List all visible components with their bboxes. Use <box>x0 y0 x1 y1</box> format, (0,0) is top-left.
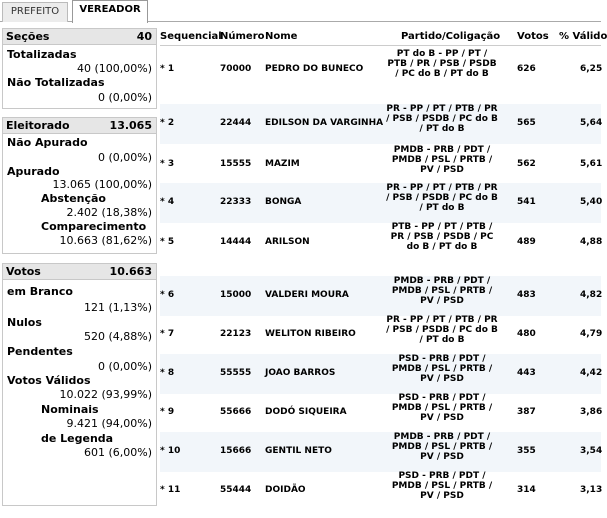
row-nome: GENTIL NETO <box>265 446 332 456</box>
apurado-value: 13.065 (100,00%) <box>52 178 152 191</box>
row-nome: VALDERI MOURA <box>265 290 349 300</box>
row-pct: 4,42 <box>580 368 603 378</box>
row-pct: 5,40 <box>580 197 603 207</box>
row-seq: * 3 <box>160 159 175 169</box>
legenda-label: de Legenda <box>41 432 114 445</box>
row-votos: 541 <box>517 197 536 207</box>
office-tabs <box>0 0 601 22</box>
row-votos: 562 <box>517 159 536 169</box>
eleitorado-title: Eleitorado <box>6 119 70 132</box>
row-numero: 15555 <box>220 159 252 169</box>
comparecimento-label: Comparecimento <box>41 220 147 233</box>
nao-totalizadas-value: 0 (0,00%) <box>97 91 152 104</box>
row-votos: 565 <box>517 118 536 128</box>
row-votos: 489 <box>517 237 536 247</box>
nao-apurado-value: 0 (0,00%) <box>97 151 152 164</box>
row-nome: MAZIM <box>265 159 300 169</box>
branco-label: em Branco <box>7 285 73 298</box>
nominais-label: Nominais <box>41 403 99 416</box>
row-numero: 70000 <box>220 64 252 74</box>
row-seq: * 10 <box>160 446 181 456</box>
row-pct: 3,86 <box>580 407 603 417</box>
table-row <box>160 222 601 264</box>
row-votos: 480 <box>517 329 536 339</box>
apurado-label: Apurado <box>7 165 60 178</box>
candidates-table <box>160 28 607 518</box>
row-pct: 3,13 <box>580 485 603 495</box>
table-row <box>160 104 601 144</box>
table-row <box>160 354 601 394</box>
nulos-value: 520 (4,88%) <box>83 330 152 343</box>
row-nome: EDILSON DA VARGINHA <box>265 118 384 128</box>
row-votos: 483 <box>517 290 536 300</box>
row-numero: 22444 <box>220 118 252 128</box>
nao-apurado-label: Não Apurado <box>7 136 88 149</box>
row-seq: * 1 <box>160 64 175 74</box>
row-numero: 55555 <box>220 368 252 378</box>
secoes-header <box>2 28 157 45</box>
header-numero[interactable]: Número <box>220 31 265 42</box>
row-pct: 6,25 <box>580 64 603 74</box>
row-numero: 55666 <box>220 407 252 417</box>
comparecimento-value: 10.663 (81,62%) <box>59 234 152 247</box>
row-partido: PMDB - PRB / PDT / PMDB / PSL / PRTB / PV / PSD <box>391 432 493 462</box>
row-votos: 626 <box>517 64 536 74</box>
row-nome: BONGA <box>265 197 302 207</box>
nominais-value: 9.421 (94,00%) <box>66 417 152 430</box>
table-row <box>160 315 601 355</box>
table-row <box>160 393 601 433</box>
row-numero: 22333 <box>220 197 252 207</box>
header-nome[interactable]: Nome <box>265 31 298 42</box>
row-partido: PSD - PRB / PDT / PMDB / PSL / PRTB / PV / PSD <box>391 393 493 423</box>
totalizadas-value: 40 (100,00%) <box>76 62 152 75</box>
row-partido: PMDB - PRB / PDT / PMDB / PSL / PRTB / PV / PSD <box>391 276 493 306</box>
votos-header <box>2 263 157 280</box>
eleitorado-total: 13.065 <box>109 119 152 132</box>
row-numero: 22123 <box>220 329 252 339</box>
row-pct: 4,82 <box>580 290 603 300</box>
votos-total: 10.663 <box>109 265 152 278</box>
row-numero: 55444 <box>220 485 252 495</box>
eleitorado-panel <box>2 134 157 254</box>
row-votos: 355 <box>517 446 536 456</box>
row-seq: * 2 <box>160 118 175 128</box>
table-row <box>160 471 601 511</box>
abstencao-value: 2.402 (18,38%) <box>66 206 152 219</box>
header-pct-validos[interactable]: % Válido <box>559 31 607 42</box>
row-numero: 14444 <box>220 237 252 247</box>
votos-panel <box>2 280 157 506</box>
row-partido: PR - PP / PT / PTB / PR / PSB / PSDB / PC do B / PT do B <box>386 315 498 345</box>
row-partido: PTB - PP / PT / PTB / PR / PSB / PSDB / PC do B / PT do B <box>390 222 494 252</box>
legenda-value: 601 (6,00%) <box>83 446 152 459</box>
row-partido: PMDB - PRB / PDT / PMDB / PSL / PRTB / PV / PSD <box>391 145 493 175</box>
tab-vereador[interactable]: VEREADOR <box>72 0 148 23</box>
totalizadas-label: Totalizadas <box>7 48 77 61</box>
row-numero: 15000 <box>220 290 252 300</box>
row-partido: PR - PP / PT / PTB / PR / PSB / PSDB / PC do B / PT do B <box>386 183 498 213</box>
row-nome: DODÓ SIQUEIRA <box>265 407 347 417</box>
row-votos: 314 <box>517 485 536 495</box>
secoes-total: 40 <box>136 30 152 43</box>
header-votos[interactable]: Votos <box>517 31 549 42</box>
table-row <box>160 183 601 223</box>
row-seq: * 4 <box>160 197 175 207</box>
row-nome: WELITON RIBEIRO <box>265 329 356 339</box>
tab-prefeito[interactable]: PREFEITO <box>2 2 68 22</box>
nao-totalizadas-label: Não Totalizadas <box>7 76 105 89</box>
row-partido: PR - PP / PT / PTB / PR / PSB / PSDB / PC do B / PT do B <box>386 104 498 134</box>
row-pct: 5,61 <box>580 159 603 169</box>
row-pct: 4,88 <box>580 237 603 247</box>
row-pct: 4,79 <box>580 329 603 339</box>
header-sequencial[interactable]: Sequencial <box>160 31 222 42</box>
secoes-title: Seções <box>6 30 50 43</box>
row-seq: * 7 <box>160 329 175 339</box>
table-row <box>160 432 601 472</box>
row-seq: * 9 <box>160 407 175 417</box>
branco-value: 121 (1,13%) <box>83 301 152 314</box>
row-votos: 387 <box>517 407 536 417</box>
row-seq: * 6 <box>160 290 175 300</box>
eleitorado-header <box>2 117 157 134</box>
votos-title: Votos <box>6 265 41 278</box>
votos-validos-value: 10.022 (93,99%) <box>59 388 152 401</box>
row-seq: * 8 <box>160 368 175 378</box>
row-numero: 15666 <box>220 446 252 456</box>
votos-validos-label: Votos Válidos <box>7 374 91 387</box>
pendentes-value: 0 (0,00%) <box>97 360 152 373</box>
row-seq: * 11 <box>160 485 181 495</box>
secoes-panel <box>2 45 157 109</box>
row-seq: * 5 <box>160 237 175 247</box>
table-row <box>160 145 601 185</box>
row-nome: ARILSON <box>265 237 310 247</box>
row-partido: PT do B - PP / PT / PTB / PR / PSB / PSDB / PC do B / PT do B <box>387 49 497 79</box>
header-partido[interactable]: Partido/Coligação <box>401 31 501 42</box>
row-pct: 5,64 <box>580 118 603 128</box>
pendentes-label: Pendentes <box>7 345 73 358</box>
row-nome: DOIDÃO <box>265 485 306 495</box>
row-nome: JOAO BARROS <box>265 368 336 378</box>
row-partido: PSD - PRB / PDT / PMDB / PSL / PRTB / PV / PSD <box>391 471 493 501</box>
row-nome: PEDRO DO BUNECO <box>265 64 364 74</box>
row-pct: 3,54 <box>580 446 603 456</box>
row-votos: 443 <box>517 368 536 378</box>
table-row <box>160 276 601 316</box>
row-partido: PSD - PRB / PDT / PMDB / PSL / PRTB / PV / PSD <box>391 354 493 384</box>
table-row <box>160 49 601 91</box>
nulos-label: Nulos <box>7 316 42 329</box>
table-header <box>160 28 607 46</box>
abstencao-label: Abstenção <box>41 192 106 205</box>
